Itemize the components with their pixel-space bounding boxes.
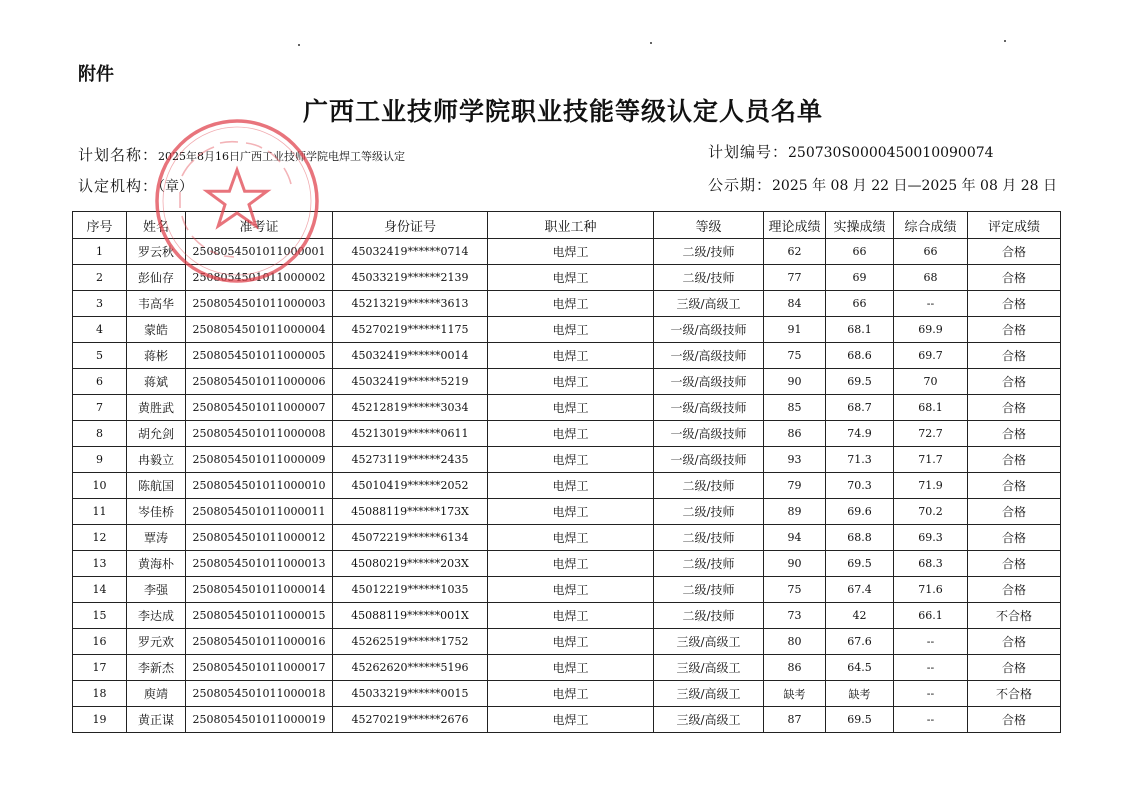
cell-level: 二级/技师 [654, 551, 764, 577]
cell-occupation: 电焊工 [488, 291, 654, 317]
cell-composite-score: 71.7 [894, 447, 968, 473]
cell-assessment-result: 合格 [968, 369, 1061, 395]
cell-id-number: 45010419******2052 [333, 473, 488, 499]
cell-id-number: 45032419******0714 [333, 239, 488, 265]
cell-composite-score: -- [894, 707, 968, 733]
cell-occupation: 电焊工 [488, 421, 654, 447]
cell-id-number: 45080219******203X [333, 551, 488, 577]
cell-id-number: 45088119******173X [333, 499, 488, 525]
cell-theory-score: 85 [764, 395, 826, 421]
cell-id-number: 45033219******2139 [333, 265, 488, 291]
cell-id-number: 45088119******001X [333, 603, 488, 629]
cell-practical-score: 68.6 [826, 343, 894, 369]
col-header-level: 等级 [654, 212, 764, 239]
publicity-period-label: 公示期： [708, 176, 773, 194]
cell-name: 黄海朴 [127, 551, 186, 577]
cell-composite-score: 66.1 [894, 603, 968, 629]
cell-theory-score: 75 [764, 577, 826, 603]
table-row [73, 447, 1061, 473]
cell-id-number: 45270219******2676 [333, 707, 488, 733]
table-row [73, 395, 1061, 421]
cell-seq: 17 [73, 655, 127, 681]
cell-theory-score: 90 [764, 369, 826, 395]
table-row [73, 291, 1061, 317]
certification-org [78, 175, 193, 196]
cell-assessment-result: 合格 [968, 317, 1061, 343]
plan-number [708, 141, 994, 162]
cell-seq: 14 [73, 577, 127, 603]
cell-level: 二级/技师 [654, 239, 764, 265]
cell-composite-score: 68.3 [894, 551, 968, 577]
plan-number-value: 250730S0000450010090074 [788, 145, 994, 161]
cell-exam-ticket: 2508054501011000002 [186, 265, 333, 291]
col-header-assessment-result: 评定成绩 [968, 212, 1061, 239]
cell-name: 韦高华 [127, 291, 186, 317]
cell-practical-score: 68.8 [826, 525, 894, 551]
cell-occupation: 电焊工 [488, 369, 654, 395]
cell-practical-score: 66 [826, 291, 894, 317]
cell-id-number: 45032419******0014 [333, 343, 488, 369]
plan-name [78, 144, 405, 165]
cell-practical-score: 67.6 [826, 629, 894, 655]
table-row [73, 681, 1061, 707]
cell-id-number: 45273119******2435 [333, 447, 488, 473]
cell-assessment-result: 合格 [968, 525, 1061, 551]
cell-theory-score: 80 [764, 629, 826, 655]
cell-occupation: 电焊工 [488, 603, 654, 629]
cell-name: 罗云秋 [127, 239, 186, 265]
cell-assessment-result: 不合格 [968, 603, 1061, 629]
cell-occupation: 电焊工 [488, 525, 654, 551]
cell-composite-score: -- [894, 655, 968, 681]
cell-practical-score: 71.3 [826, 447, 894, 473]
cell-theory-score: 91 [764, 317, 826, 343]
cell-composite-score: 70.2 [894, 499, 968, 525]
cell-occupation: 电焊工 [488, 343, 654, 369]
cell-name: 李达成 [127, 603, 186, 629]
cell-assessment-result: 不合格 [968, 681, 1061, 707]
plan-name-value: 2025年8月16日广西工业技师学院电焊工等级认定 [158, 150, 406, 163]
cell-assessment-result: 合格 [968, 655, 1061, 681]
cell-seq: 9 [73, 447, 127, 473]
cell-assessment-result: 合格 [968, 239, 1061, 265]
cell-exam-ticket: 2508054501011000016 [186, 629, 333, 655]
cell-exam-ticket: 2508054501011000017 [186, 655, 333, 681]
table-row [73, 629, 1061, 655]
cell-id-number: 45213019******0611 [333, 421, 488, 447]
cell-theory-score: 79 [764, 473, 826, 499]
cell-seq: 5 [73, 343, 127, 369]
cell-seq: 7 [73, 395, 127, 421]
cell-theory-score: 73 [764, 603, 826, 629]
cell-composite-score: 70 [894, 369, 968, 395]
cell-assessment-result: 合格 [968, 447, 1061, 473]
cell-exam-ticket: 2508054501011000013 [186, 551, 333, 577]
cell-name: 蒙皓 [127, 317, 186, 343]
cell-occupation: 电焊工 [488, 395, 654, 421]
cell-exam-ticket: 2508054501011000009 [186, 447, 333, 473]
cell-occupation: 电焊工 [488, 499, 654, 525]
cell-exam-ticket: 2508054501011000014 [186, 577, 333, 603]
cell-composite-score: 69.7 [894, 343, 968, 369]
cell-exam-ticket: 2508054501011000018 [186, 681, 333, 707]
cell-exam-ticket: 2508054501011000019 [186, 707, 333, 733]
cell-seq: 11 [73, 499, 127, 525]
col-header-exam-ticket: 准考证 [186, 212, 333, 239]
cell-seq: 6 [73, 369, 127, 395]
cell-level: 一级/高级技师 [654, 369, 764, 395]
cell-level: 一级/高级技师 [654, 343, 764, 369]
col-header-seq: 序号 [73, 212, 127, 239]
cell-seq: 16 [73, 629, 127, 655]
cell-seq: 3 [73, 291, 127, 317]
scan-speck [1004, 40, 1006, 42]
table-row [73, 265, 1061, 291]
cell-composite-score: -- [894, 681, 968, 707]
cell-practical-score: 66 [826, 239, 894, 265]
table-row [73, 499, 1061, 525]
cell-theory-score: 90 [764, 551, 826, 577]
cell-practical-score: 69.5 [826, 707, 894, 733]
cell-exam-ticket: 2508054501011000004 [186, 317, 333, 343]
cell-level: 三级/高级工 [654, 655, 764, 681]
plan-name-label: 计划名称： [78, 146, 159, 164]
attachment-label: 附件 [78, 64, 114, 85]
cell-name: 陈航国 [127, 473, 186, 499]
cell-seq: 1 [73, 239, 127, 265]
col-header-id-number: 身份证号 [333, 212, 488, 239]
cell-theory-score: 77 [764, 265, 826, 291]
cell-name: 黄胜武 [127, 395, 186, 421]
cell-exam-ticket: 2508054501011000015 [186, 603, 333, 629]
cell-theory-score: 87 [764, 707, 826, 733]
cell-id-number: 45012219******1035 [333, 577, 488, 603]
cell-name: 岑佳桥 [127, 499, 186, 525]
cell-seq: 15 [73, 603, 127, 629]
cell-exam-ticket: 2508054501011000006 [186, 369, 333, 395]
cell-seq: 12 [73, 525, 127, 551]
cell-name: 黄正谋 [127, 707, 186, 733]
cell-level: 二级/技师 [654, 577, 764, 603]
cell-theory-score: 93 [764, 447, 826, 473]
cell-level: 一级/高级技师 [654, 447, 764, 473]
certification-org-value: （章） [158, 179, 194, 195]
page-title: 广西工业技师学院职业技能等级认定人员名单 [302, 97, 823, 126]
cell-name: 罗元欢 [127, 629, 186, 655]
cell-level: 三级/高级工 [654, 291, 764, 317]
cell-assessment-result: 合格 [968, 499, 1061, 525]
cell-composite-score: -- [894, 291, 968, 317]
cell-composite-score: 72.7 [894, 421, 968, 447]
cell-composite-score: 69.3 [894, 525, 968, 551]
table-row [73, 603, 1061, 629]
plan-number-label: 计划编号： [708, 143, 789, 161]
cell-composite-score: 71.9 [894, 473, 968, 499]
cell-level: 三级/高级工 [654, 629, 764, 655]
cell-occupation: 电焊工 [488, 265, 654, 291]
cell-practical-score: 69.6 [826, 499, 894, 525]
cell-name: 胡允剑 [127, 421, 186, 447]
cell-theory-score: 94 [764, 525, 826, 551]
cell-theory-score: 缺考 [764, 681, 826, 707]
table-header-row [73, 212, 1061, 239]
cell-id-number: 45212819******3034 [333, 395, 488, 421]
publicity-period [708, 174, 1057, 195]
table-row [73, 577, 1061, 603]
cell-exam-ticket: 2508054501011000010 [186, 473, 333, 499]
table-row [73, 317, 1061, 343]
scan-speck [650, 42, 652, 44]
cell-composite-score: 71.6 [894, 577, 968, 603]
table-row [73, 421, 1061, 447]
cell-occupation: 电焊工 [488, 447, 654, 473]
cell-exam-ticket: 2508054501011000012 [186, 525, 333, 551]
cell-exam-ticket: 2508054501011000003 [186, 291, 333, 317]
table-row [73, 343, 1061, 369]
cell-occupation: 电焊工 [488, 317, 654, 343]
cell-theory-score: 75 [764, 343, 826, 369]
cell-practical-score: 69.5 [826, 369, 894, 395]
cell-level: 三级/高级工 [654, 681, 764, 707]
personnel-table [72, 211, 1061, 733]
cell-assessment-result: 合格 [968, 577, 1061, 603]
cell-level: 二级/技师 [654, 499, 764, 525]
cell-practical-score: 68.7 [826, 395, 894, 421]
cell-composite-score: -- [894, 629, 968, 655]
cell-practical-score: 69.5 [826, 551, 894, 577]
table-row [73, 473, 1061, 499]
cell-level: 一级/高级技师 [654, 317, 764, 343]
cell-theory-score: 86 [764, 655, 826, 681]
cell-composite-score: 68.1 [894, 395, 968, 421]
table-row [73, 239, 1061, 265]
col-header-occupation: 职业工种 [488, 212, 654, 239]
cell-practical-score: 74.9 [826, 421, 894, 447]
cell-level: 一级/高级技师 [654, 421, 764, 447]
cell-composite-score: 68 [894, 265, 968, 291]
cell-occupation: 电焊工 [488, 551, 654, 577]
cell-assessment-result: 合格 [968, 395, 1061, 421]
cell-level: 二级/技师 [654, 603, 764, 629]
cell-level: 二级/技师 [654, 265, 764, 291]
cell-occupation: 电焊工 [488, 473, 654, 499]
cell-exam-ticket: 2508054501011000008 [186, 421, 333, 447]
cell-seq: 4 [73, 317, 127, 343]
cell-assessment-result: 合格 [968, 707, 1061, 733]
cell-practical-score: 70.3 [826, 473, 894, 499]
cell-theory-score: 89 [764, 499, 826, 525]
cell-name: 李新杰 [127, 655, 186, 681]
cell-assessment-result: 合格 [968, 265, 1061, 291]
cell-seq: 19 [73, 707, 127, 733]
cell-exam-ticket: 2508054501011000001 [186, 239, 333, 265]
cell-occupation: 电焊工 [488, 577, 654, 603]
cell-assessment-result: 合格 [968, 343, 1061, 369]
cell-name: 覃涛 [127, 525, 186, 551]
cell-name: 冉毅立 [127, 447, 186, 473]
cell-composite-score: 66 [894, 239, 968, 265]
cell-composite-score: 69.9 [894, 317, 968, 343]
cell-level: 三级/高级工 [654, 707, 764, 733]
cell-assessment-result: 合格 [968, 629, 1061, 655]
cell-seq: 8 [73, 421, 127, 447]
col-header-name: 姓名 [127, 212, 186, 239]
cell-id-number: 45072219******6134 [333, 525, 488, 551]
cell-theory-score: 62 [764, 239, 826, 265]
cell-occupation: 电焊工 [488, 681, 654, 707]
cell-level: 一级/高级技师 [654, 395, 764, 421]
table-row [73, 707, 1061, 733]
scan-speck [298, 44, 300, 46]
table-row [73, 525, 1061, 551]
table-row [73, 551, 1061, 577]
cell-occupation: 电焊工 [488, 629, 654, 655]
cell-name: 彭仙存 [127, 265, 186, 291]
cell-practical-score: 69 [826, 265, 894, 291]
cell-level: 二级/技师 [654, 525, 764, 551]
cell-name: 李强 [127, 577, 186, 603]
cell-seq: 13 [73, 551, 127, 577]
cell-practical-score: 缺考 [826, 681, 894, 707]
publicity-period-value: 2025 年 08 月 22 日—2025 年 08 月 28 日 [772, 178, 1058, 194]
col-header-practical-score: 实操成绩 [826, 212, 894, 239]
cell-exam-ticket: 2508054501011000011 [186, 499, 333, 525]
cell-id-number: 45262519******1752 [333, 629, 488, 655]
cell-id-number: 45270219******1175 [333, 317, 488, 343]
cell-exam-ticket: 2508054501011000005 [186, 343, 333, 369]
cell-occupation: 电焊工 [488, 239, 654, 265]
col-header-theory-score: 理论成绩 [764, 212, 826, 239]
cell-assessment-result: 合格 [968, 473, 1061, 499]
cell-theory-score: 86 [764, 421, 826, 447]
cell-assessment-result: 合格 [968, 291, 1061, 317]
cell-level: 二级/技师 [654, 473, 764, 499]
cell-practical-score: 42 [826, 603, 894, 629]
cell-name: 蒋斌 [127, 369, 186, 395]
cell-name: 蒋彬 [127, 343, 186, 369]
cell-seq: 2 [73, 265, 127, 291]
cell-id-number: 45262620******5196 [333, 655, 488, 681]
cell-name: 庾靖 [127, 681, 186, 707]
cell-id-number: 45032419******5219 [333, 369, 488, 395]
cell-practical-score: 67.4 [826, 577, 894, 603]
col-header-composite-score: 综合成绩 [894, 212, 968, 239]
cell-practical-score: 64.5 [826, 655, 894, 681]
table-row [73, 655, 1061, 681]
cell-assessment-result: 合格 [968, 421, 1061, 447]
cell-id-number: 45033219******0015 [333, 681, 488, 707]
cell-id-number: 45213219******3613 [333, 291, 488, 317]
cell-exam-ticket: 2508054501011000007 [186, 395, 333, 421]
cell-seq: 10 [73, 473, 127, 499]
cell-theory-score: 84 [764, 291, 826, 317]
table-row [73, 369, 1061, 395]
cell-assessment-result: 合格 [968, 551, 1061, 577]
certification-org-label: 认定机构： [78, 177, 159, 195]
cell-seq: 18 [73, 681, 127, 707]
cell-practical-score: 68.1 [826, 317, 894, 343]
cell-occupation: 电焊工 [488, 707, 654, 733]
cell-occupation: 电焊工 [488, 655, 654, 681]
